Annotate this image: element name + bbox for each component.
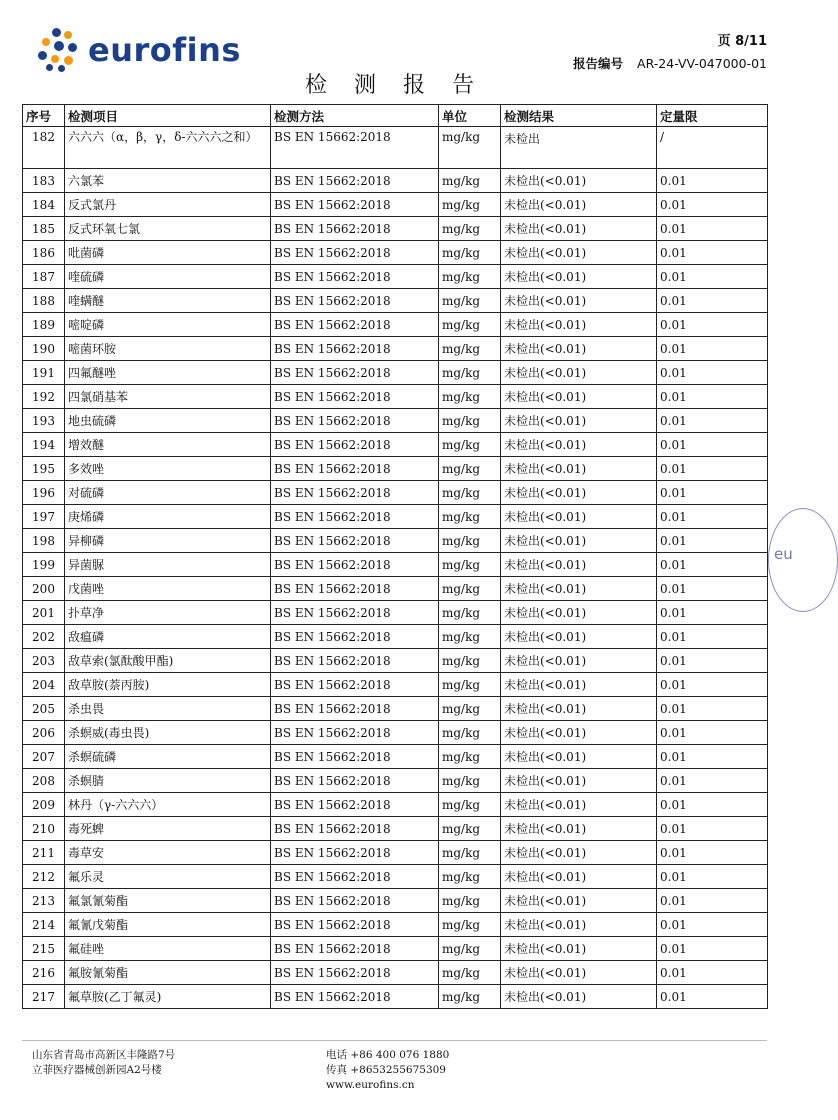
table-row	[23, 481, 768, 505]
cell-loq: 0.01	[657, 505, 768, 529]
cell-method: BS EN 15662:2018	[271, 505, 439, 529]
cell-no: 201	[23, 601, 65, 625]
cell-loq: 0.01	[657, 889, 768, 913]
cell-unit: mg/kg	[439, 313, 501, 337]
cell-loq: 0.01	[657, 241, 768, 265]
cell-unit: mg/kg	[439, 481, 501, 505]
cell-method: BS EN 15662:2018	[271, 169, 439, 193]
cell-unit: mg/kg	[439, 817, 501, 841]
cell-item: 氟胺氰菊酯	[65, 961, 271, 985]
column-header-result: 检测结果	[501, 105, 657, 127]
cell-unit: mg/kg	[439, 745, 501, 769]
cell-result: 未检出(<0.01)	[501, 505, 657, 529]
cell-no: 192	[23, 385, 65, 409]
table-row	[23, 865, 768, 889]
cell-method: BS EN 15662:2018	[271, 601, 439, 625]
cell-unit: mg/kg	[439, 889, 501, 913]
cell-loq: 0.01	[657, 721, 768, 745]
cell-unit: mg/kg	[439, 625, 501, 649]
cell-no: 211	[23, 841, 65, 865]
cell-result: 未检出(<0.01)	[501, 529, 657, 553]
cell-method: BS EN 15662:2018	[271, 553, 439, 577]
report-number-value: AR-24-VV-047000-01	[637, 56, 767, 71]
cell-method: BS EN 15662:2018	[271, 817, 439, 841]
cell-no: 204	[23, 673, 65, 697]
table-row	[23, 673, 768, 697]
table-row	[23, 793, 768, 817]
cell-result: 未检出(<0.01)	[501, 433, 657, 457]
cell-method: BS EN 15662:2018	[271, 337, 439, 361]
cell-no: 193	[23, 409, 65, 433]
cell-method: BS EN 15662:2018	[271, 193, 439, 217]
cell-no: 183	[23, 169, 65, 193]
cell-result: 未检出(<0.01)	[501, 721, 657, 745]
footer-address-line1: 山东省青岛市高新区丰隆路7号	[32, 1049, 176, 1061]
cell-no: 214	[23, 913, 65, 937]
cell-item: 喹螨醚	[65, 289, 271, 313]
cell-item: 多效唑	[65, 457, 271, 481]
column-header-unit: 单位	[439, 105, 501, 127]
cell-no: 187	[23, 265, 65, 289]
cell-unit: mg/kg	[439, 937, 501, 961]
cell-no: 208	[23, 769, 65, 793]
cell-result: 未检出(<0.01)	[501, 409, 657, 433]
cell-unit: mg/kg	[439, 289, 501, 313]
cell-result: 未检出(<0.01)	[501, 481, 657, 505]
cell-method: BS EN 15662:2018	[271, 841, 439, 865]
cell-item: 反式氯丹	[65, 193, 271, 217]
cell-no: 185	[23, 217, 65, 241]
cell-unit: mg/kg	[439, 127, 501, 169]
cell-item: 喹硫磷	[65, 265, 271, 289]
cell-method: BS EN 15662:2018	[271, 937, 439, 961]
cell-item: 反式环氧七氯	[65, 217, 271, 241]
table-row	[23, 889, 768, 913]
cell-unit: mg/kg	[439, 793, 501, 817]
cell-no: 207	[23, 745, 65, 769]
cell-no: 209	[23, 793, 65, 817]
cell-result: 未检出(<0.01)	[501, 817, 657, 841]
cell-loq: 0.01	[657, 553, 768, 577]
cell-result: 未检出(<0.01)	[501, 793, 657, 817]
cell-unit: mg/kg	[439, 913, 501, 937]
table-row	[23, 697, 768, 721]
cell-no: 216	[23, 961, 65, 985]
cell-item: 戊菌唑	[65, 577, 271, 601]
cell-no: 215	[23, 937, 65, 961]
cell-result: 未检出(<0.01)	[501, 889, 657, 913]
cell-unit: mg/kg	[439, 649, 501, 673]
cell-item: 四氯硝基苯	[65, 385, 271, 409]
cell-no: 195	[23, 457, 65, 481]
cell-unit: mg/kg	[439, 985, 501, 1009]
cell-result: 未检出(<0.01)	[501, 169, 657, 193]
table-row	[23, 841, 768, 865]
table-row	[23, 127, 768, 169]
cell-item: 毒死蜱	[65, 817, 271, 841]
eurofins-dots-icon	[38, 28, 82, 72]
cell-item: 敌草胺(萘丙胺)	[65, 673, 271, 697]
cell-unit: mg/kg	[439, 865, 501, 889]
cell-no: 205	[23, 697, 65, 721]
table-row	[23, 265, 768, 289]
cell-unit: mg/kg	[439, 505, 501, 529]
cell-unit: mg/kg	[439, 601, 501, 625]
table-row	[23, 553, 768, 577]
cell-no: 212	[23, 865, 65, 889]
footer-contact	[326, 1048, 449, 1093]
cell-loq: 0.01	[657, 385, 768, 409]
cell-method: BS EN 15662:2018	[271, 265, 439, 289]
cell-method: BS EN 15662:2018	[271, 577, 439, 601]
cell-item: 增效醚	[65, 433, 271, 457]
cell-no: 198	[23, 529, 65, 553]
footer-address-line2: 立菲医疗器械创新园A2号楼	[32, 1064, 162, 1076]
cell-item: 对硫磷	[65, 481, 271, 505]
cell-unit: mg/kg	[439, 241, 501, 265]
cell-unit: mg/kg	[439, 193, 501, 217]
cell-loq: 0.01	[657, 313, 768, 337]
cell-result: 未检出(<0.01)	[501, 601, 657, 625]
table-row	[23, 937, 768, 961]
table-row	[23, 721, 768, 745]
cell-no: 206	[23, 721, 65, 745]
footer-divider	[22, 1040, 767, 1041]
cell-result: 未检出(<0.01)	[501, 937, 657, 961]
table-row	[23, 193, 768, 217]
cell-loq: 0.01	[657, 529, 768, 553]
cell-no: 213	[23, 889, 65, 913]
cell-loq: 0.01	[657, 457, 768, 481]
cell-result: 未检出(<0.01)	[501, 841, 657, 865]
table-row	[23, 745, 768, 769]
cell-item: 敌瘟磷	[65, 625, 271, 649]
cell-loq: 0.01	[657, 601, 768, 625]
cell-no: 196	[23, 481, 65, 505]
cell-result: 未检出(<0.01)	[501, 553, 657, 577]
column-header-loq: 定量限	[657, 105, 768, 127]
cell-result: 未检出	[501, 127, 657, 169]
cell-method: BS EN 15662:2018	[271, 127, 439, 169]
table-row	[23, 529, 768, 553]
footer-website: www.eurofins.cn	[326, 1079, 415, 1091]
cell-item: 杀螟硫磷	[65, 745, 271, 769]
cell-unit: mg/kg	[439, 457, 501, 481]
cell-method: BS EN 15662:2018	[271, 961, 439, 985]
table-row	[23, 433, 768, 457]
cell-method: BS EN 15662:2018	[271, 769, 439, 793]
table-row	[23, 289, 768, 313]
cell-no: 190	[23, 337, 65, 361]
cell-no: 203	[23, 649, 65, 673]
cell-no: 194	[23, 433, 65, 457]
cell-method: BS EN 15662:2018	[271, 697, 439, 721]
cell-no: 189	[23, 313, 65, 337]
table-row	[23, 985, 768, 1009]
cell-method: BS EN 15662:2018	[271, 889, 439, 913]
cell-result: 未检出(<0.01)	[501, 289, 657, 313]
cell-item: 氟草胺(乙丁氟灵)	[65, 985, 271, 1009]
cell-loq: 0.01	[657, 265, 768, 289]
cell-method: BS EN 15662:2018	[271, 289, 439, 313]
cell-result: 未检出(<0.01)	[501, 241, 657, 265]
column-header-method: 检测方法	[271, 105, 439, 127]
cell-item: 六六六（α，β，γ，δ-六六六之和）	[65, 127, 271, 169]
cell-method: BS EN 15662:2018	[271, 721, 439, 745]
table-row	[23, 913, 768, 937]
logo-wordmark: eurofins	[88, 31, 241, 69]
cell-loq: /	[657, 127, 768, 169]
table-row	[23, 769, 768, 793]
cell-loq: 0.01	[657, 913, 768, 937]
cell-result: 未检出(<0.01)	[501, 865, 657, 889]
cell-unit: mg/kg	[439, 841, 501, 865]
cell-loq: 0.01	[657, 961, 768, 985]
cell-item: 杀螟威(毒虫畏)	[65, 721, 271, 745]
cell-item: 敌草索(氯酞酸甲酯)	[65, 649, 271, 673]
cell-no: 200	[23, 577, 65, 601]
cell-method: BS EN 15662:2018	[271, 865, 439, 889]
cell-unit: mg/kg	[439, 433, 501, 457]
cell-result: 未检出(<0.01)	[501, 313, 657, 337]
cell-unit: mg/kg	[439, 409, 501, 433]
cell-loq: 0.01	[657, 625, 768, 649]
cell-loq: 0.01	[657, 361, 768, 385]
cell-item: 四氟醚唑	[65, 361, 271, 385]
cell-loq: 0.01	[657, 697, 768, 721]
cell-method: BS EN 15662:2018	[271, 625, 439, 649]
cell-no: 188	[23, 289, 65, 313]
eurofins-logo	[38, 28, 241, 72]
footer-fax: 传真 +8653255675309	[326, 1064, 446, 1076]
cell-unit: mg/kg	[439, 769, 501, 793]
table-row	[23, 385, 768, 409]
cell-method: BS EN 15662:2018	[271, 409, 439, 433]
footer-address	[32, 1048, 175, 1078]
cell-result: 未检出(<0.01)	[501, 577, 657, 601]
column-header-item: 检测项目	[65, 105, 271, 127]
cell-unit: mg/kg	[439, 673, 501, 697]
cell-loq: 0.01	[657, 769, 768, 793]
document-title: 检 测 报 告	[305, 73, 484, 98]
cell-result: 未检出(<0.01)	[501, 913, 657, 937]
cell-result: 未检出(<0.01)	[501, 217, 657, 241]
cell-loq: 0.01	[657, 577, 768, 601]
cell-result: 未检出(<0.01)	[501, 745, 657, 769]
cell-method: BS EN 15662:2018	[271, 361, 439, 385]
cell-item: 氟氯氰菊酯	[65, 889, 271, 913]
cell-item: 林丹（γ-六六六）	[65, 793, 271, 817]
table-row	[23, 961, 768, 985]
cell-unit: mg/kg	[439, 577, 501, 601]
cell-unit: mg/kg	[439, 721, 501, 745]
cell-item: 吡菌磷	[65, 241, 271, 265]
cell-result: 未检出(<0.01)	[501, 961, 657, 985]
cell-loq: 0.01	[657, 865, 768, 889]
cell-method: BS EN 15662:2018	[271, 529, 439, 553]
cell-loq: 0.01	[657, 193, 768, 217]
cell-loq: 0.01	[657, 985, 768, 1009]
cell-item: 异菌脲	[65, 553, 271, 577]
seal-text: eu	[774, 545, 793, 563]
cell-result: 未检出(<0.01)	[501, 361, 657, 385]
cell-item: 杀螟腈	[65, 769, 271, 793]
cell-loq: 0.01	[657, 433, 768, 457]
cell-method: BS EN 15662:2018	[271, 673, 439, 697]
cell-item: 毒草安	[65, 841, 271, 865]
cell-result: 未检出(<0.01)	[501, 385, 657, 409]
cell-item: 氟硅唑	[65, 937, 271, 961]
cell-no: 186	[23, 241, 65, 265]
table-header-row	[23, 105, 768, 127]
cell-result: 未检出(<0.01)	[501, 457, 657, 481]
table-row	[23, 601, 768, 625]
table-row	[23, 577, 768, 601]
cell-loq: 0.01	[657, 337, 768, 361]
cell-no: 217	[23, 985, 65, 1009]
cell-no: 210	[23, 817, 65, 841]
cell-item: 扑草净	[65, 601, 271, 625]
cell-loq: 0.01	[657, 937, 768, 961]
cell-item: 杀虫畏	[65, 697, 271, 721]
cell-method: BS EN 15662:2018	[271, 241, 439, 265]
cell-unit: mg/kg	[439, 961, 501, 985]
cell-item: 庚烯磷	[65, 505, 271, 529]
cell-no: 191	[23, 361, 65, 385]
cell-method: BS EN 15662:2018	[271, 385, 439, 409]
cell-result: 未检出(<0.01)	[501, 985, 657, 1009]
cell-result: 未检出(<0.01)	[501, 649, 657, 673]
cell-method: BS EN 15662:2018	[271, 481, 439, 505]
table-row	[23, 817, 768, 841]
table-body	[23, 127, 768, 1009]
cell-no: 182	[23, 127, 65, 169]
cell-method: BS EN 15662:2018	[271, 457, 439, 481]
cell-unit: mg/kg	[439, 265, 501, 289]
cell-loq: 0.01	[657, 169, 768, 193]
table-row	[23, 241, 768, 265]
cell-result: 未检出(<0.01)	[501, 769, 657, 793]
cell-result: 未检出(<0.01)	[501, 697, 657, 721]
footer-phone: 电话 +86 400 076 1880	[326, 1049, 450, 1061]
cell-no: 184	[23, 193, 65, 217]
table-row	[23, 337, 768, 361]
cell-method: BS EN 15662:2018	[271, 649, 439, 673]
inspection-seal	[768, 508, 838, 612]
table-row	[23, 649, 768, 673]
cell-unit: mg/kg	[439, 697, 501, 721]
cell-method: BS EN 15662:2018	[271, 793, 439, 817]
cell-unit: mg/kg	[439, 337, 501, 361]
cell-no: 202	[23, 625, 65, 649]
cell-method: BS EN 15662:2018	[271, 217, 439, 241]
cell-loq: 0.01	[657, 745, 768, 769]
cell-method: BS EN 15662:2018	[271, 745, 439, 769]
cell-result: 未检出(<0.01)	[501, 193, 657, 217]
cell-result: 未检出(<0.01)	[501, 265, 657, 289]
column-header-no: 序号	[23, 105, 65, 127]
table-row	[23, 625, 768, 649]
cell-loq: 0.01	[657, 673, 768, 697]
cell-unit: mg/kg	[439, 553, 501, 577]
cell-unit: mg/kg	[439, 169, 501, 193]
page-number: 页 8/11	[717, 34, 767, 49]
cell-method: BS EN 15662:2018	[271, 913, 439, 937]
cell-item: 嘧啶磷	[65, 313, 271, 337]
table-row	[23, 457, 768, 481]
cell-loq: 0.01	[657, 409, 768, 433]
cell-loq: 0.01	[657, 289, 768, 313]
cell-loq: 0.01	[657, 217, 768, 241]
cell-unit: mg/kg	[439, 217, 501, 241]
cell-result: 未检出(<0.01)	[501, 625, 657, 649]
cell-result: 未检出(<0.01)	[501, 673, 657, 697]
table-row	[23, 169, 768, 193]
table-row	[23, 505, 768, 529]
cell-no: 199	[23, 553, 65, 577]
cell-loq: 0.01	[657, 841, 768, 865]
cell-method: BS EN 15662:2018	[271, 433, 439, 457]
cell-loq: 0.01	[657, 817, 768, 841]
cell-unit: mg/kg	[439, 385, 501, 409]
cell-item: 六氯苯	[65, 169, 271, 193]
cell-result: 未检出(<0.01)	[501, 337, 657, 361]
cell-loq: 0.01	[657, 481, 768, 505]
table-row	[23, 313, 768, 337]
cell-unit: mg/kg	[439, 529, 501, 553]
cell-item: 氟乐灵	[65, 865, 271, 889]
cell-item: 嘧菌环胺	[65, 337, 271, 361]
cell-no: 197	[23, 505, 65, 529]
cell-method: BS EN 15662:2018	[271, 985, 439, 1009]
cell-unit: mg/kg	[439, 361, 501, 385]
cell-loq: 0.01	[657, 649, 768, 673]
cell-item: 地虫硫磷	[65, 409, 271, 433]
cell-method: BS EN 15662:2018	[271, 313, 439, 337]
cell-loq: 0.01	[657, 793, 768, 817]
cell-item: 氟氰戊菊酯	[65, 913, 271, 937]
cell-item: 异柳磷	[65, 529, 271, 553]
table-row	[23, 409, 768, 433]
table-row	[23, 361, 768, 385]
results-table	[22, 104, 768, 1009]
table-row	[23, 217, 768, 241]
report-number-label: 报告编号	[573, 56, 624, 71]
